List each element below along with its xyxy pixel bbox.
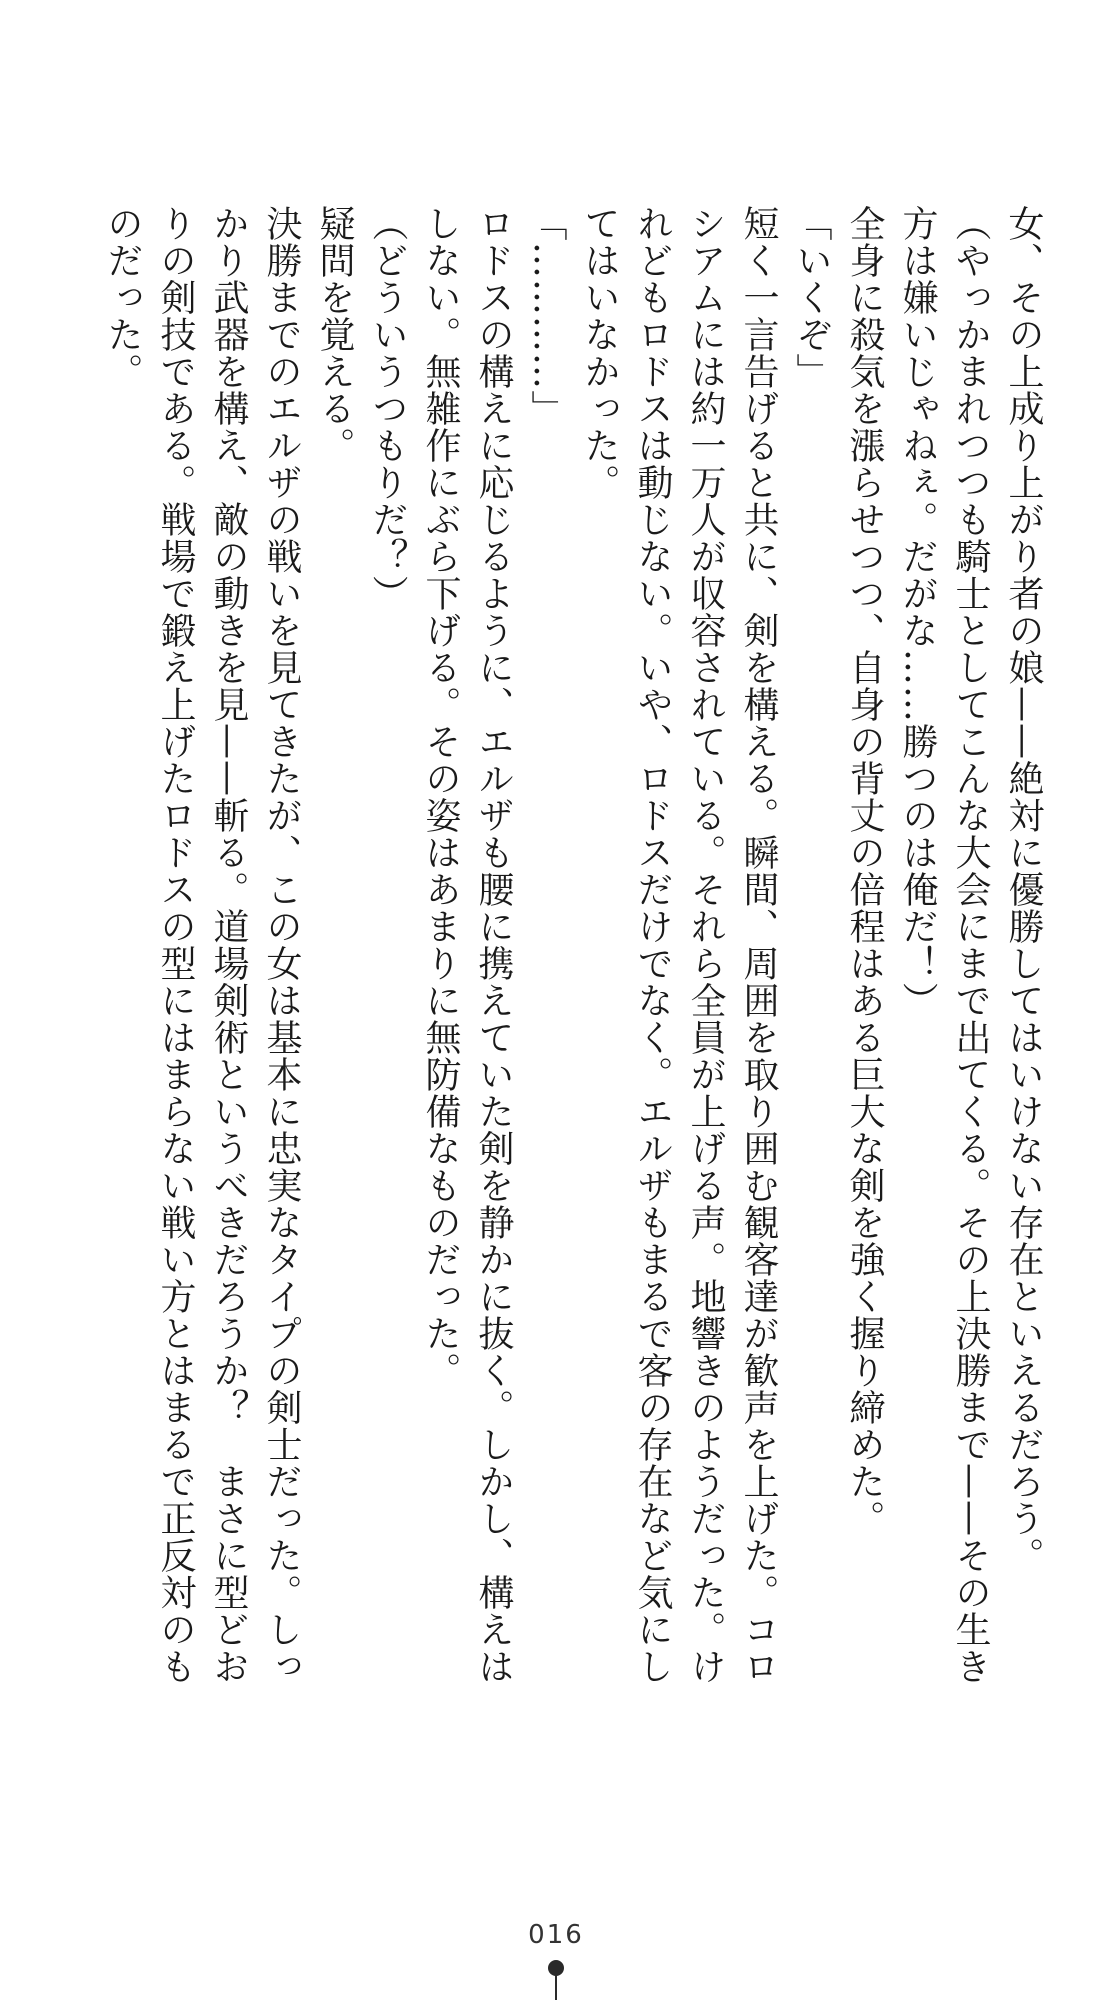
paragraph-10: 決勝までのエルザの戦いを見てきたが、この女は基本に忠実なタイプの剣士だった。しっかり武器を構え、敵の動きを見——斬る。道場剣術というべきだろうか？ まさに型どおりの剣技である。戦場で鍛え上げたロドスの型にはまらない戦い方とはまるで正反対のものだった。 xyxy=(102,205,302,1685)
paragraph-1: 女、その上成り上がり者の娘——絶対に優勝してはいけない存在といえるだろう。 xyxy=(1003,205,1044,1574)
page-marker-icon xyxy=(547,1960,565,2000)
paragraph-3: 全身に殺気を漲らせつつ、自身の背丈の倍程はある巨大な剣を強く握り締めた。 xyxy=(844,205,885,1537)
paragraph-9: 疑問を覚える。 xyxy=(314,205,355,464)
paragraph-8: （どういうつもりだ？） xyxy=(367,205,408,612)
paragraph-7: ロドスの構えに応じるように、エルザも腰に携えていた剣を静かに抜く。しかし、構えはしない。無雑作にぶら下げる。その姿はあまりに無防備なものだった。 xyxy=(420,205,514,1685)
marker-stem xyxy=(555,1974,557,2000)
paragraph-6: 「…………」 xyxy=(526,205,567,427)
paragraph-5: 短く一言告げると共に、剣を構える。瞬間、周囲を取り囲む観客達が歓声を上げた。コロシアムには約一万人が収容されている。それら全員が上げる声。地響きのようだった。けれどもロドスは動じない。いや、ロドスだけでなく。エルザもまるで客の存在など気にしてはいなかった。 xyxy=(579,205,779,1685)
paragraph-2: （やっかまれつつも騎士としてこんな大会にまで出てくる。その上決勝まで——その生き方は嫌いじゃねぇ。だがな……勝つのは俺だ！） xyxy=(897,205,991,1685)
page-number: 016 xyxy=(528,1920,584,1950)
vertical-text-block xyxy=(96,205,1050,1685)
paragraph-4: 「いくぞ」 xyxy=(791,205,832,390)
